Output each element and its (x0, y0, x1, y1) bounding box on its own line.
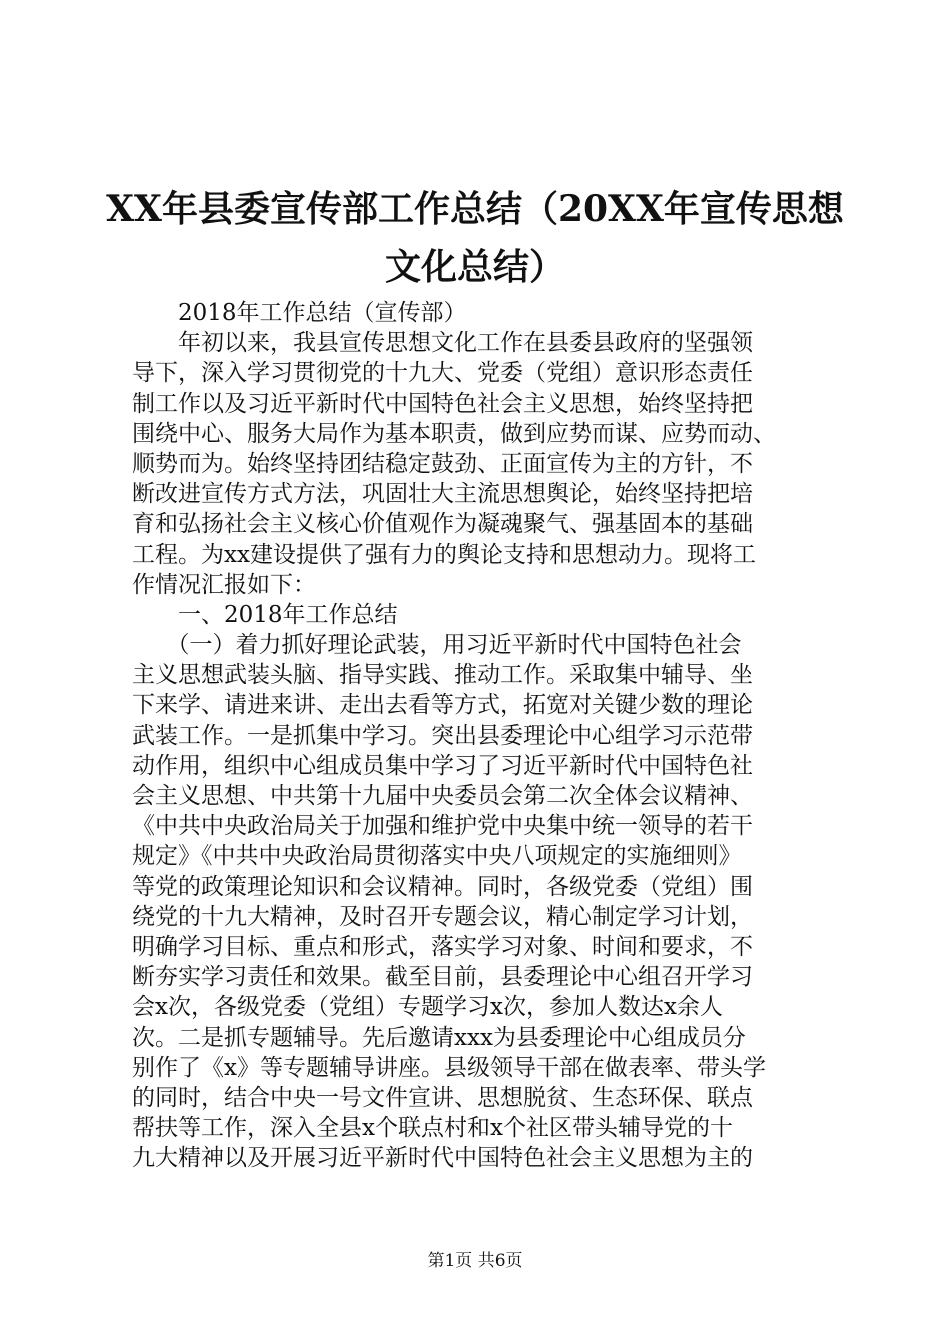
body-line: 明确学习目标、重点和形式，落实学习对象、时间和要求，不 (132, 933, 753, 960)
body-line: 下来学、请进来讲、走出去看等方式，拓宽对关键少数的理论 (132, 692, 753, 719)
body-line: 《中共中央政治局关于加强和维护党中央集中统一领导的若干 (132, 813, 753, 840)
body-line: 武装工作。一是抓集中学习。突出县委理论中心组学习示范带 (132, 722, 753, 749)
body-line: 2018年工作总结（宣传部） (132, 300, 467, 326)
document-title (100, 180, 850, 296)
body-line: 会x次，各级党委（党组）专题学习x次，参加人数达x余人 (132, 994, 723, 1021)
body-line: 断夯实学习责任和效果。截至目前，县委理论中心组召开学习 (132, 964, 753, 991)
body-line: 顺势而为。始终坚持团结稳定鼓劲、正面宣传为主的方针，不 (132, 450, 753, 477)
page-footer: 第1页 共6页 (427, 1251, 523, 1271)
body-line: 绕党的十九大精神，及时召开专题会议，精心制定学习计划， (132, 903, 753, 930)
body-line: 年初以来，我县宣传思想文化工作在县委县政府的坚强领 (132, 330, 753, 357)
body-line: 一、2018年工作总结 (132, 601, 398, 628)
body-line: 动作用，组织中心组成员集中学习了习近平新时代中国特色社 (132, 752, 753, 779)
body-line: （一）着力抓好理论武装，用习近平新时代中国特色社会 (132, 632, 742, 659)
body-line: 规定》《中共中央政治局贯彻落实中央八项规定的实施细则》 (132, 843, 742, 870)
body-line: 别作了《x》等专题辅导讲座。县级领导干部在做表率、带头学 (132, 1054, 766, 1081)
body-line: 主义思想武装头脑、指导实践、推动工作。采取集中辅导、坐 (132, 662, 753, 689)
body-line: 九大精神以及开展习近平新时代中国特色社会主义思想为主的 (132, 1145, 753, 1172)
body-line: 帮扶等工作，深入全县x个联点村和x个社区带头辅导党的十 (132, 1115, 733, 1142)
body-line: 断改进宣传方式方法，巩固壮大主流思想舆论，始终坚持把培 (132, 481, 753, 508)
body-line: 等党的政策理论知识和会议精神。同时，各级党委（党组）围 (132, 873, 753, 900)
document-body (132, 298, 832, 1173)
body-line: 育和弘扬社会主义核心价值观作为凝魂聚气、强基固本的基础 (132, 511, 753, 538)
body-line: 的同时，结合中央一号文件宣讲、思想脱贫、生态环保、联点 (132, 1084, 753, 1111)
body-line: 制工作以及习近平新时代中国特色社会主义思想，始终坚持把 (132, 390, 753, 417)
body-line: 导下，深入学习贯彻党的十九大、党委（党组）意识形态责任 (132, 360, 753, 387)
body-line: 会主义思想、中共第十九届中央委员会第二次全体会议精神、 (132, 783, 753, 809)
body-line: 作情况汇报如下： (132, 571, 316, 598)
title-line-2: 文化总结） (384, 246, 565, 288)
body-line: 次。二是抓专题辅导。先后邀请xxx为县委理论中心组成员分 (132, 1024, 746, 1051)
body-line: 围绕中心、服务大局作为基本职责，做到应势而谋、应势而动、 (132, 420, 776, 447)
body-line: 工程。为xx建设提供了强有力的舆论支持和思想动力。现将工 (132, 541, 756, 568)
title-line-1: XX年县委宣传部工作总结（20XX年宣传思想 (106, 188, 844, 230)
